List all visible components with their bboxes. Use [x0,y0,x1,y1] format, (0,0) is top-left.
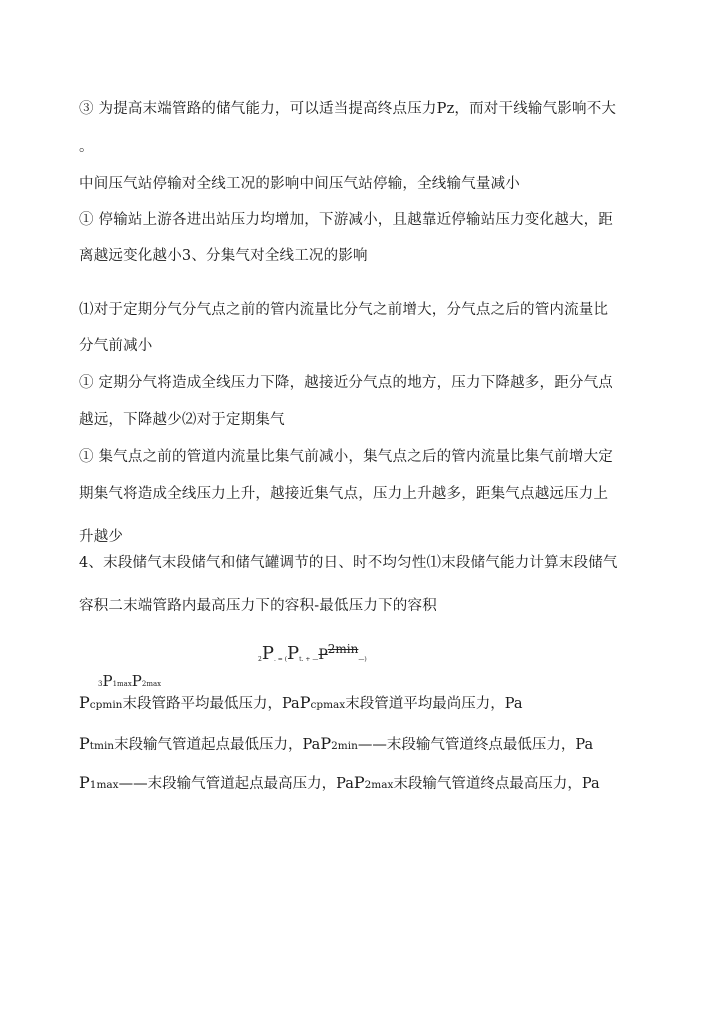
def1-subscript-1: cpmin [89,699,123,711]
formula2-part-3: 1max [112,680,132,688]
def2-symbol-1: P [79,734,90,753]
paragraph-line-5: 离越远变化越小3、分集气对全线工况的影响 [79,248,368,264]
paragraph-line-8: ① 定期分气将造成全线压力下降，越接近分气点的地方，压力下降越多，距分气点 [79,375,614,391]
def1-symbol-1: P [79,693,90,712]
formula2-part-4: P [131,672,142,690]
formula-part-6: P [318,647,328,663]
paragraph-line-14: 容积二末端管路内最高压力下的容积-最低压力下的容积 [79,598,437,614]
formula2-part-2: P [102,672,113,690]
pressure-formula [98,671,161,690]
formula-part-5: t. + — [299,656,319,663]
paragraph-line-11: 期集气将造成全线压力上升，越接近集气点，压力上升越多，距集气点越远压力上 [79,486,609,502]
def3-symbol-2: P [353,773,365,792]
paragraph-line-2: 。 [79,139,94,155]
formula-part-3: . = ( [273,656,288,663]
paragraph-line-6: ⑴对于定期分气分气点之前的管内流量比分气之前增大，分气点之后的管内流量比 [79,302,609,318]
def1-subscript-2: cpmax [310,699,346,711]
paragraph-line-4: ① 停输站上游各进出站压力均增加，下游减小，且越靠近停输站压力变化越大，距 [79,212,614,228]
def2-text-1: 末段输气管道起点最低压力，Pa [114,737,321,753]
def2-text-2: ——末段输气管道终点最低压力，Pa [357,737,594,753]
paragraph-line-7: 分气前减小 [79,338,153,354]
paragraph-line-13: 4、末段储气末段储气和储气罐调节的日、时不均匀性⑴末段储气能力计算末段储气 [79,555,618,571]
paragraph-line-10: ① 集气点之前的管道内流量比集气前减小，集气点之后的管内流量比集气前增大定 [79,449,614,465]
paragraph-line-9: 越远，下降越少⑵对于定期集气 [79,412,285,428]
def1-text-1: 末段管路平均最低压力，Pa [122,696,300,712]
formula-part-7: 2min [327,642,359,656]
formula-part-4: P [287,643,300,664]
def3-subscript-2: 2max [364,779,394,791]
formula2-part-1: 3 [98,680,103,688]
definition-line-2 [79,733,593,754]
storage-formula [258,642,367,664]
def3-text-1: ——末段输气管道起点最高压力，Pa [118,776,354,792]
formula-part-1: 2 [258,656,262,663]
def3-text-2: 末段输气管道终点最高压力，Pa [393,776,600,792]
def2-subscript-1: tmin [89,740,115,752]
def3-subscript-1: 1max [89,779,119,791]
def1-text-2: 末段管道平均最尚压力，Pa [345,696,523,712]
definition-line-1 [79,692,522,713]
def1-symbol-2: P [299,693,311,712]
formula-part-8: —) [358,656,367,663]
paragraph-line-3: 中间压气站停输对全线工况的影响中间压气站停输，全线输气量减小 [79,176,520,192]
definition-line-3 [79,772,600,793]
def2-symbol-2: P [320,734,332,753]
paragraph-line-12: 升越少 [79,529,124,545]
paragraph-line-1: ③ 为提高末端管路的储气能力，可以适当提高终点压力Pz，而对干线输气影响不大 [79,101,617,117]
def3-symbol-1: P [79,773,90,792]
formula2-part-5: 2max [141,680,162,688]
formula-part-2: P [261,643,274,664]
def2-subscript-2: 2min [331,740,358,752]
